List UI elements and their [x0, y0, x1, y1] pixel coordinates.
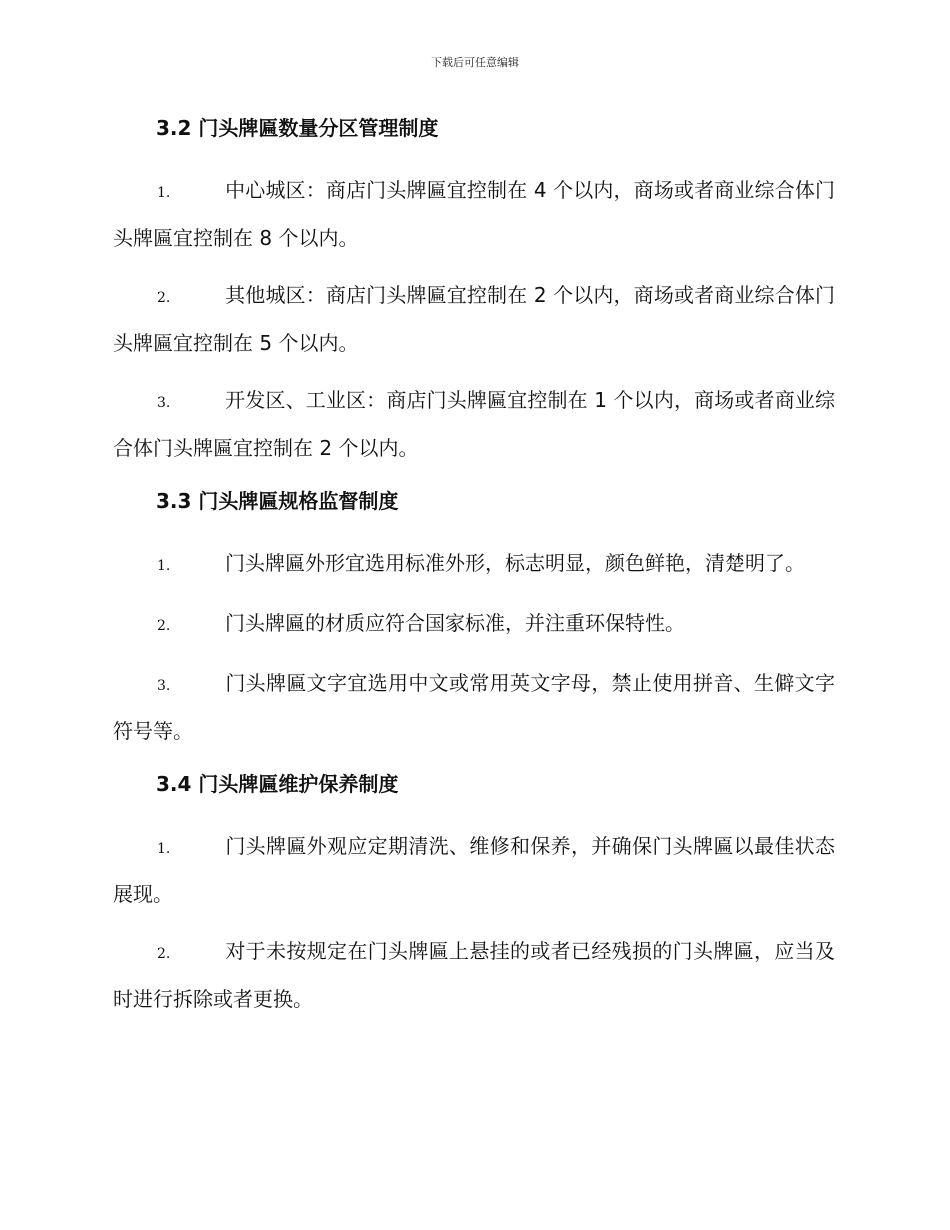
page-header: 下载后可任意编辑: [431, 56, 519, 69]
item-number: 2.: [157, 946, 171, 962]
item-number: 3.: [157, 395, 171, 411]
list-item: [113, 601, 835, 649]
list-item: [113, 541, 835, 589]
item-number: 1.: [157, 185, 171, 201]
section-3-2: [113, 110, 835, 471]
item-number: 2.: [157, 290, 171, 306]
item-number: 1.: [157, 841, 171, 857]
item-text: 其他城区：商店门头牌匾宜控制在 2 个以内，商场或者商业综合体门头牌匾宜控制在 5 个以内。: [113, 283, 835, 355]
list-item: [113, 929, 835, 1022]
list-item: [113, 273, 835, 366]
list-item: [113, 378, 835, 471]
item-text: 门头牌匾外观应定期清洗、维修和保养，并确保门头牌匾以最佳状态展现。: [113, 834, 835, 906]
section-heading: 3.2 门头牌匾数量分区管理制度: [156, 116, 439, 140]
item-text: 门头牌匾的材质应符合国家标准，并注重环保特性。: [225, 611, 685, 635]
item-text: 门头牌匾外形宜选用标准外形，标志明显，颜色鲜艳，清楚明了。: [225, 551, 805, 575]
item-text: 对于未按规定在门头牌匾上悬挂的或者已经残损的门头牌匾，应当及时进行拆除或者更换。: [113, 939, 835, 1011]
list-item: [113, 824, 835, 917]
section-heading: 3.3 门头牌匾规格监督制度: [156, 489, 399, 513]
item-number: 3.: [157, 678, 171, 694]
list-item: [113, 168, 835, 261]
item-text: 开发区、工业区：商店门头牌匾宜控制在 1 个以内，商场或者商业综合体门头牌匾宜控制在 2 个以内。: [113, 388, 835, 460]
section-3-3: [113, 483, 835, 754]
item-number: 1.: [157, 558, 171, 574]
item-text: 中心城区：商店门头牌匾宜控制在 4 个以内，商场或者商业综合体门头牌匾宜控制在 8 个以内。: [113, 178, 835, 250]
list-item: [113, 661, 835, 754]
item-text: 门头牌匾文字宜选用中文或常用英文字母，禁止使用拼音、生僻文字符号等。: [113, 671, 835, 743]
document-body: [113, 110, 835, 1034]
section-3-4: [113, 766, 835, 1022]
section-heading: 3.4 门头牌匾维护保养制度: [156, 772, 399, 796]
item-number: 2.: [157, 618, 171, 634]
